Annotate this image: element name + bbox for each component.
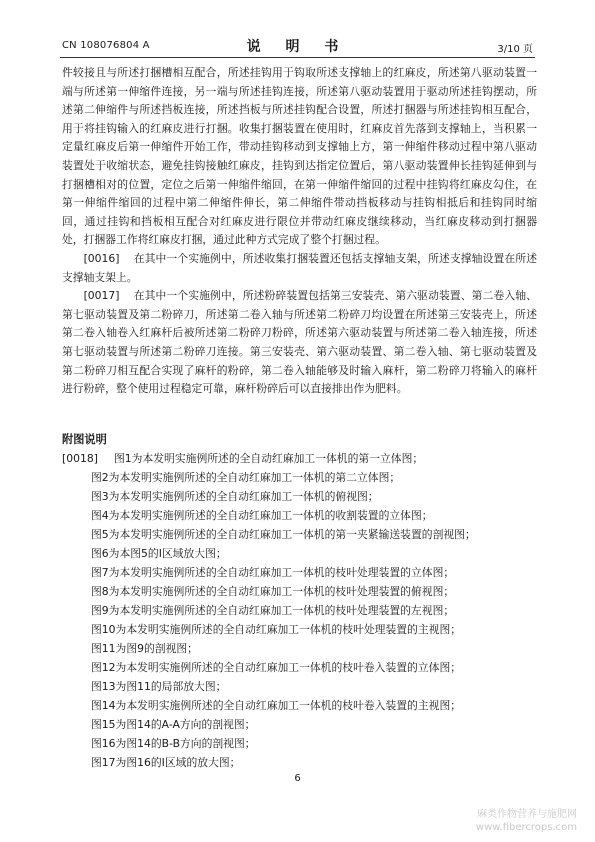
figure-caption: 图2为本发明实施例所述的全自动红麻加工一体机的第二立体图； [91,471,401,484]
figure-item [62,544,537,563]
section-heading: 附图说明 [62,433,107,446]
figure-caption: 图16为图14的B-B方向的剖视图； [91,737,256,750]
figure-list [62,449,537,772]
figure-caption: 图1为本发明实施例所述的全自动红麻加工一体机的第一立体图； [114,452,424,465]
figure-item [62,620,537,639]
page-title: 说 明 书 [246,39,349,55]
document-number: CN 108076804 A [62,40,150,51]
paragraph-number: [0018] [62,452,98,465]
figure-caption: 图17为图16的I区域的放大图； [91,756,241,769]
figure-caption: 图12为本发明实施例所述的全自动红麻加工一体机的枝叶卷入装置的立体图； [91,661,462,674]
figure-caption: 图4为本发明实施例所述的全自动红麻加工一体机的收割装置的立体图； [91,509,433,522]
figure-caption: 图14为本发明实施例所述的全自动红麻加工一体机的枝叶卷入装置的主视图； [91,699,462,712]
paragraph-number: [0017] [83,289,120,303]
paragraph-text: 在其中一个实施例中，所述收集打捆装置还包括支撑轴支架，所述支撑轴设置在所述支撑轴支架上。 [62,251,537,284]
figure-item [62,506,537,525]
figure-item [62,449,537,468]
figure-item [62,753,537,772]
figure-item [62,468,537,487]
watermark-title: 麻类作物营养与施肥网 [477,809,577,820]
paragraph-text: 在其中一个实施例中，所述粉碎装置包括第三安装壳、第六驱动装置、第二卷入轴、第七驱动装置及第二粉碎刀，所述第二卷入轴与所述第二粉碎刀均设置在所述第三安装壳上，所述第二卷入轴卷入红麻杆后被所述第二粉碎刀粉碎，所述第六驱动装置与所述第二卷入轴连接，所述第七驱动装置与所述第二粉碎刀连接。第三安装壳、第六驱动装置、第二卷入轴、第七驱动装置及第二粉碎刀相互配合实现了麻杆的粉碎，第二卷入轴能够及时输入麻杆，第二粉碎刀将输入的麻杆进行粉碎，整个使用过程稳定可靠，麻杆粉碎后可以直接排出作为肥料。 [62,289,537,396]
figure-caption: 图9为本发明实施例所述的全自动红麻加工一体机的枝叶处理装置的左视图； [91,604,455,617]
body-text [62,64,537,399]
figure-caption: 图8为本发明实施例所述的全自动红麻加工一体机的枝叶处理装置的俯视图； [91,585,455,598]
figure-item [62,601,537,620]
paragraph-continuation [62,64,537,250]
watermark-url: www.fibercrops.com [475,822,577,833]
figure-caption: 图6为本图5的I区域放大图； [91,547,227,560]
figure-caption: 图3为本发明实施例所述的全自动红麻加工一体机的俯视图； [91,490,379,503]
figure-item [62,658,537,677]
paragraph-number: [0016] [83,251,120,265]
figure-item [62,582,537,601]
figure-caption: 图10为本发明实施例所述的全自动红麻加工一体机的枝叶处理装置的主视图； [91,623,462,636]
page-number: 6 [294,773,301,784]
page-count: 3/10 页 [497,44,533,55]
figure-item [62,639,537,658]
figure-caption: 图7为本发明实施例所述的全自动红麻加工一体机的枝叶处理装置的立体图； [91,566,455,579]
paragraph-0016 [62,250,537,287]
figure-caption: 图11为图9的剖视图； [91,642,198,655]
figure-item [62,734,537,753]
figure-caption: 图13为图11的局部放大图； [91,680,227,693]
figure-item [62,487,537,506]
figure-item [62,677,537,696]
watermark [476,808,577,834]
figure-item [62,696,537,715]
header-rule [60,57,535,58]
paragraph-0017 [62,287,537,399]
figure-item [62,525,537,544]
paragraph-text: 件较接且与所述打捆槽相互配合，所述挂钩用于钩取所述支撑轴上的红麻皮，所述第八驱动装置一端与所述第一伸缩件连接，另一端与所述挂钩连接，所述第八驱动装置用于驱动所述挂钩摆动，所述第二伸缩件与所述挡板连接，所述挡板与所述挂钩配合设置，所述打捆器与所述挂钩相互配合，用于将挂钩输入的红麻皮进行打捆。收集打捆装置在使用时，红麻皮首先落到支撑轴上，当积累一定量红麻皮后第一伸缩件开始工作，带动挂钩移动到支撑轴上方，第一伸缩件移动过程中第八驱动装置处于收缩状态，避免挂钩接触红麻皮，挂钩到达指定位置后，第八驱动装置伸长挂钩延伸到与打捆槽相对的位置，定位之后第一伸缩件缩回，在第一伸缩件缩回的过程中挂钩将红麻皮勾住，在第一伸缩件缩回的过程中第二伸缩件伸长，第二伸缩件带动挡板移动与挂钩相抵后和挂钩同时缩回，通过挂钩和挡板相互配合对红麻皮进行限位并带动红麻皮继续移动，当红麻皮移动到打捆器处，打捆器工作将红麻皮打捆，通过此种方式完成了整个打捆过程。 [62,66,537,247]
figure-item [62,715,537,734]
figure-item [62,563,537,582]
figure-caption: 图5为本发明实施例所述的全自动红麻加工一体机的第一夹紧输送装置的剖视图； [91,528,476,541]
figure-caption: 图15为图14的A-A方向的剖视图； [91,718,256,731]
